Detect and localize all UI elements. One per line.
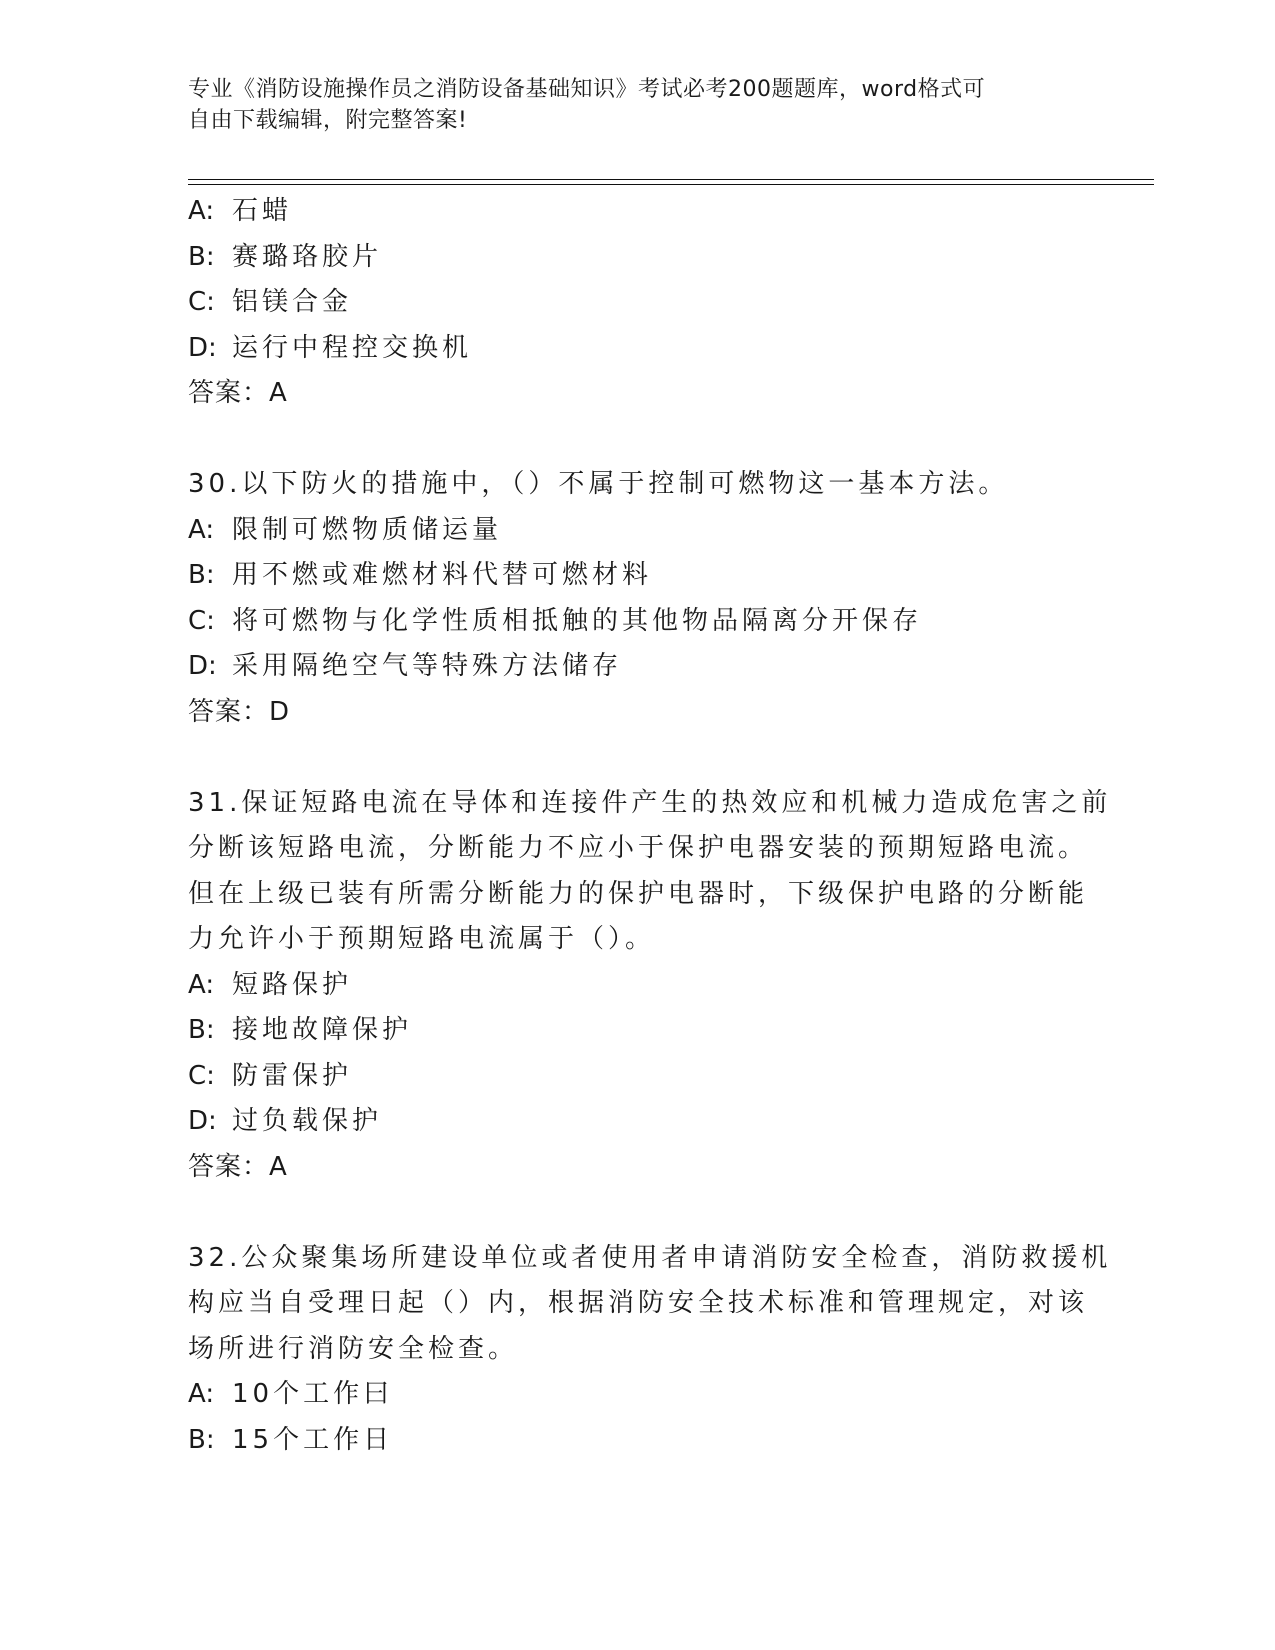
option-d: D: 运行中程控交换机	[188, 332, 473, 363]
answer-line: 答案：A	[188, 1151, 287, 1182]
option-c: C: 防雷保护	[188, 1060, 353, 1091]
option-b: B: 用不燃或难燃材料代替可燃材料	[188, 560, 653, 590]
question-stem-line: 场所进行消防安全检查。	[188, 1333, 519, 1364]
question-stem-line: 构应当自受理日起（）内，根据消防安全技术标准和管理规定，对该	[188, 1288, 1089, 1318]
question-30-block	[188, 462, 1088, 735]
spacer	[188, 417, 1088, 463]
question-stem-line: 31.保证短路电流在导体和连接件产生的热效应和机械力造成危害之前	[188, 787, 1112, 818]
answer-line: 答案：A	[188, 378, 287, 408]
option-a: A: 短路保护	[188, 969, 353, 1000]
option-a: A: 10个工作曰	[188, 1379, 394, 1409]
option-c: C: 铝镁合金	[188, 287, 353, 317]
question-stem-line: 分断该短路电流，分断能力不应小于保护电器安装的预期短路电流。	[188, 833, 1089, 863]
question-content	[188, 189, 1112, 1463]
question-29-block	[188, 189, 1088, 417]
header-line-2: 自由下载编辑，附完整答案!	[188, 108, 468, 133]
option-b: B: 接地故障保护	[188, 1015, 413, 1045]
question-stem-line: 力允许小于预期短路电流属于（）。	[188, 924, 656, 954]
option-c: C: 将可燃物与化学性质相抵触的其他物品隔离分开保存	[188, 605, 923, 636]
header-line-1: 专业《消防设施操作员之消防设备基础知识》考试必考200题题库，word格式可	[188, 77, 986, 102]
answer-line: 答案：D	[188, 696, 290, 727]
question-stem-line: 32.公众聚集场所建设单位或者使用者申请消防安全检查，消防救援机	[188, 1242, 1112, 1273]
question-32-block	[188, 1236, 1112, 1464]
header-rule-top	[188, 179, 1154, 180]
question-stem: 30.以下防火的措施中，（）不属于控制可燃物这一基本方法。	[188, 469, 1009, 499]
spacer	[188, 735, 1088, 781]
option-d: D: 采用隔绝空气等特殊方法储存	[188, 651, 623, 681]
header-rule-bottom	[188, 184, 1154, 185]
question-31-block	[188, 781, 1112, 1191]
option-a: A: 限制可燃物质储运量	[188, 514, 503, 545]
option-b: B: 15个工作日	[188, 1424, 394, 1455]
option-b: B: 赛璐珞胶片	[188, 241, 383, 272]
option-a: A: 石蜡	[188, 196, 293, 226]
option-d: D: 过负载保护	[188, 1106, 383, 1136]
document-header	[188, 74, 1088, 136]
question-stem-line: 但在上级已装有所需分断能力的保护电器时，下级保护电路的分断能	[188, 878, 1089, 909]
spacer	[188, 1190, 1088, 1236]
